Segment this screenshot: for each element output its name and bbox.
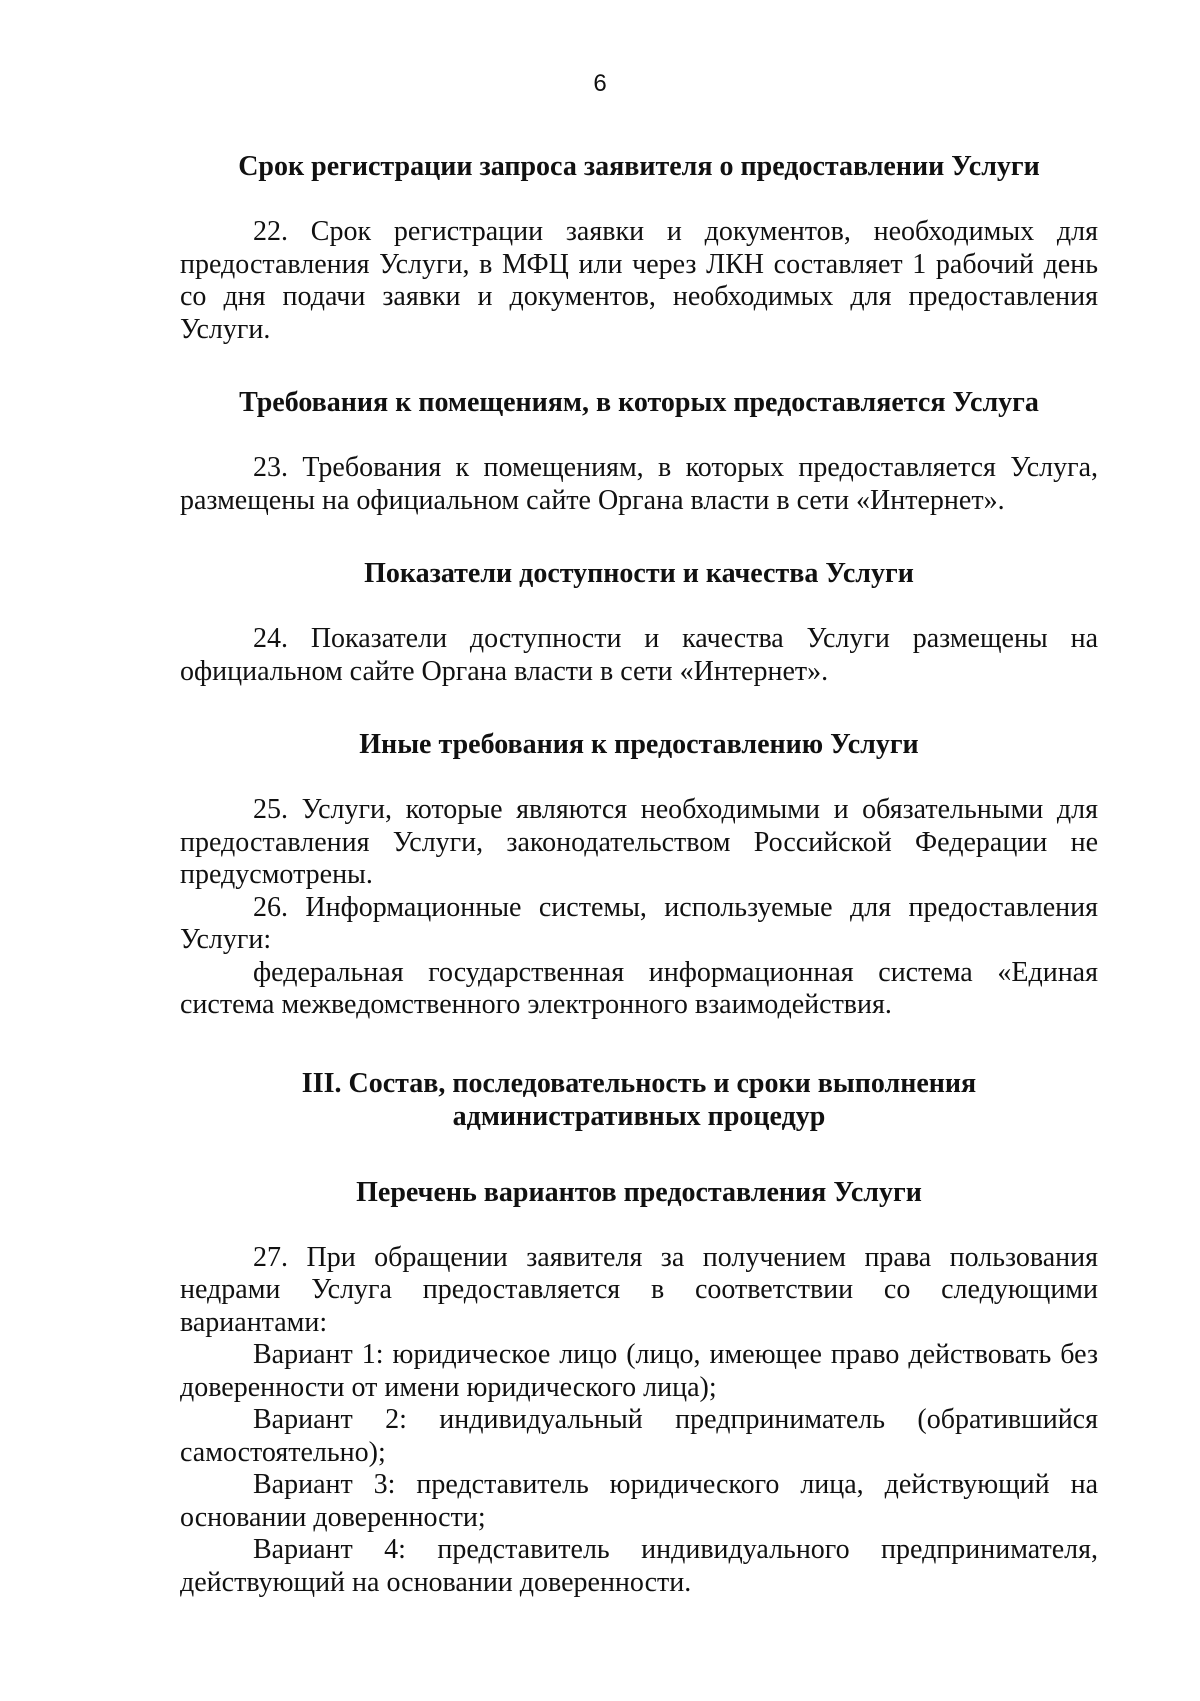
paragraph-26-item: федеральная государственная информационная система «Единая система межведомственного электронного взаимодействия. xyxy=(180,956,1098,1020)
variant-2: Вариант 2: индивидуальный предприниматель (обратившийся самостоятельно); xyxy=(180,1404,1098,1468)
heading-other-requirements: Иные требования к предоставлению Услуги xyxy=(359,729,919,760)
paragraph-22: 22. Срок регистрации заявки и документов, необходимых для предоставления Услуги, в МФЦ или через ЛКН составляет 1 рабочий день со дня подачи заявки и документов, необходимых для предоставления Услуги. xyxy=(180,216,1098,345)
section-iii-heading-line1: III. Состав, последовательность и сроки выполнения xyxy=(301,1067,977,1099)
heading-accessibility-quality: Показатели доступности и качества Услуги xyxy=(364,558,914,589)
variant-4: Вариант 4: представитель индивидуального предпринимателя, действующий на основании доверенности. xyxy=(180,1534,1098,1598)
paragraph-24: 24. Показатели доступности и качества Услуги размещены на официальном сайте Органа власти в сети «Интернет». xyxy=(180,623,1098,687)
heading-premises-requirements: Требования к помещениям, в которых предоставляется Услуга xyxy=(239,387,1039,418)
variant-1: Вариант 1: юридическое лицо (лицо, имеющее право действовать без доверенности от имени юридического лица); xyxy=(180,1339,1098,1403)
heading-service-variants: Перечень вариантов предоставления Услуги xyxy=(356,1176,922,1208)
heading-registration-term: Срок регистрации запроса заявителя о предоставлении Услуги xyxy=(238,151,1040,182)
section-iii-heading xyxy=(180,1067,1098,1133)
document-body xyxy=(180,150,1098,1599)
paragraph-27: 27. При обращении заявителя за получением права пользования недрами Услуга предоставляется в соответствии со следующими вариантами: xyxy=(180,1241,1098,1338)
paragraph-23: 23. Требования к помещениям, в которых предоставляется Услуга, размещены на официальном сайте Органа власти в сети «Интернет». xyxy=(180,452,1098,516)
paragraph-25: 25. Услуги, которые являются необходимыми и обязательными для предоставления Услуги, законодательством Российской Федерации не предусмотрены. xyxy=(180,794,1098,890)
paragraph-26: 26. Информационные системы, используемые для предоставления Услуги: xyxy=(180,891,1098,955)
variant-3: Вариант 3: представитель юридического лица, действующий на основании доверенности; xyxy=(180,1469,1098,1533)
page-number: 6 xyxy=(593,70,607,97)
section-iii-heading-line2: административных процедур xyxy=(452,1100,826,1132)
